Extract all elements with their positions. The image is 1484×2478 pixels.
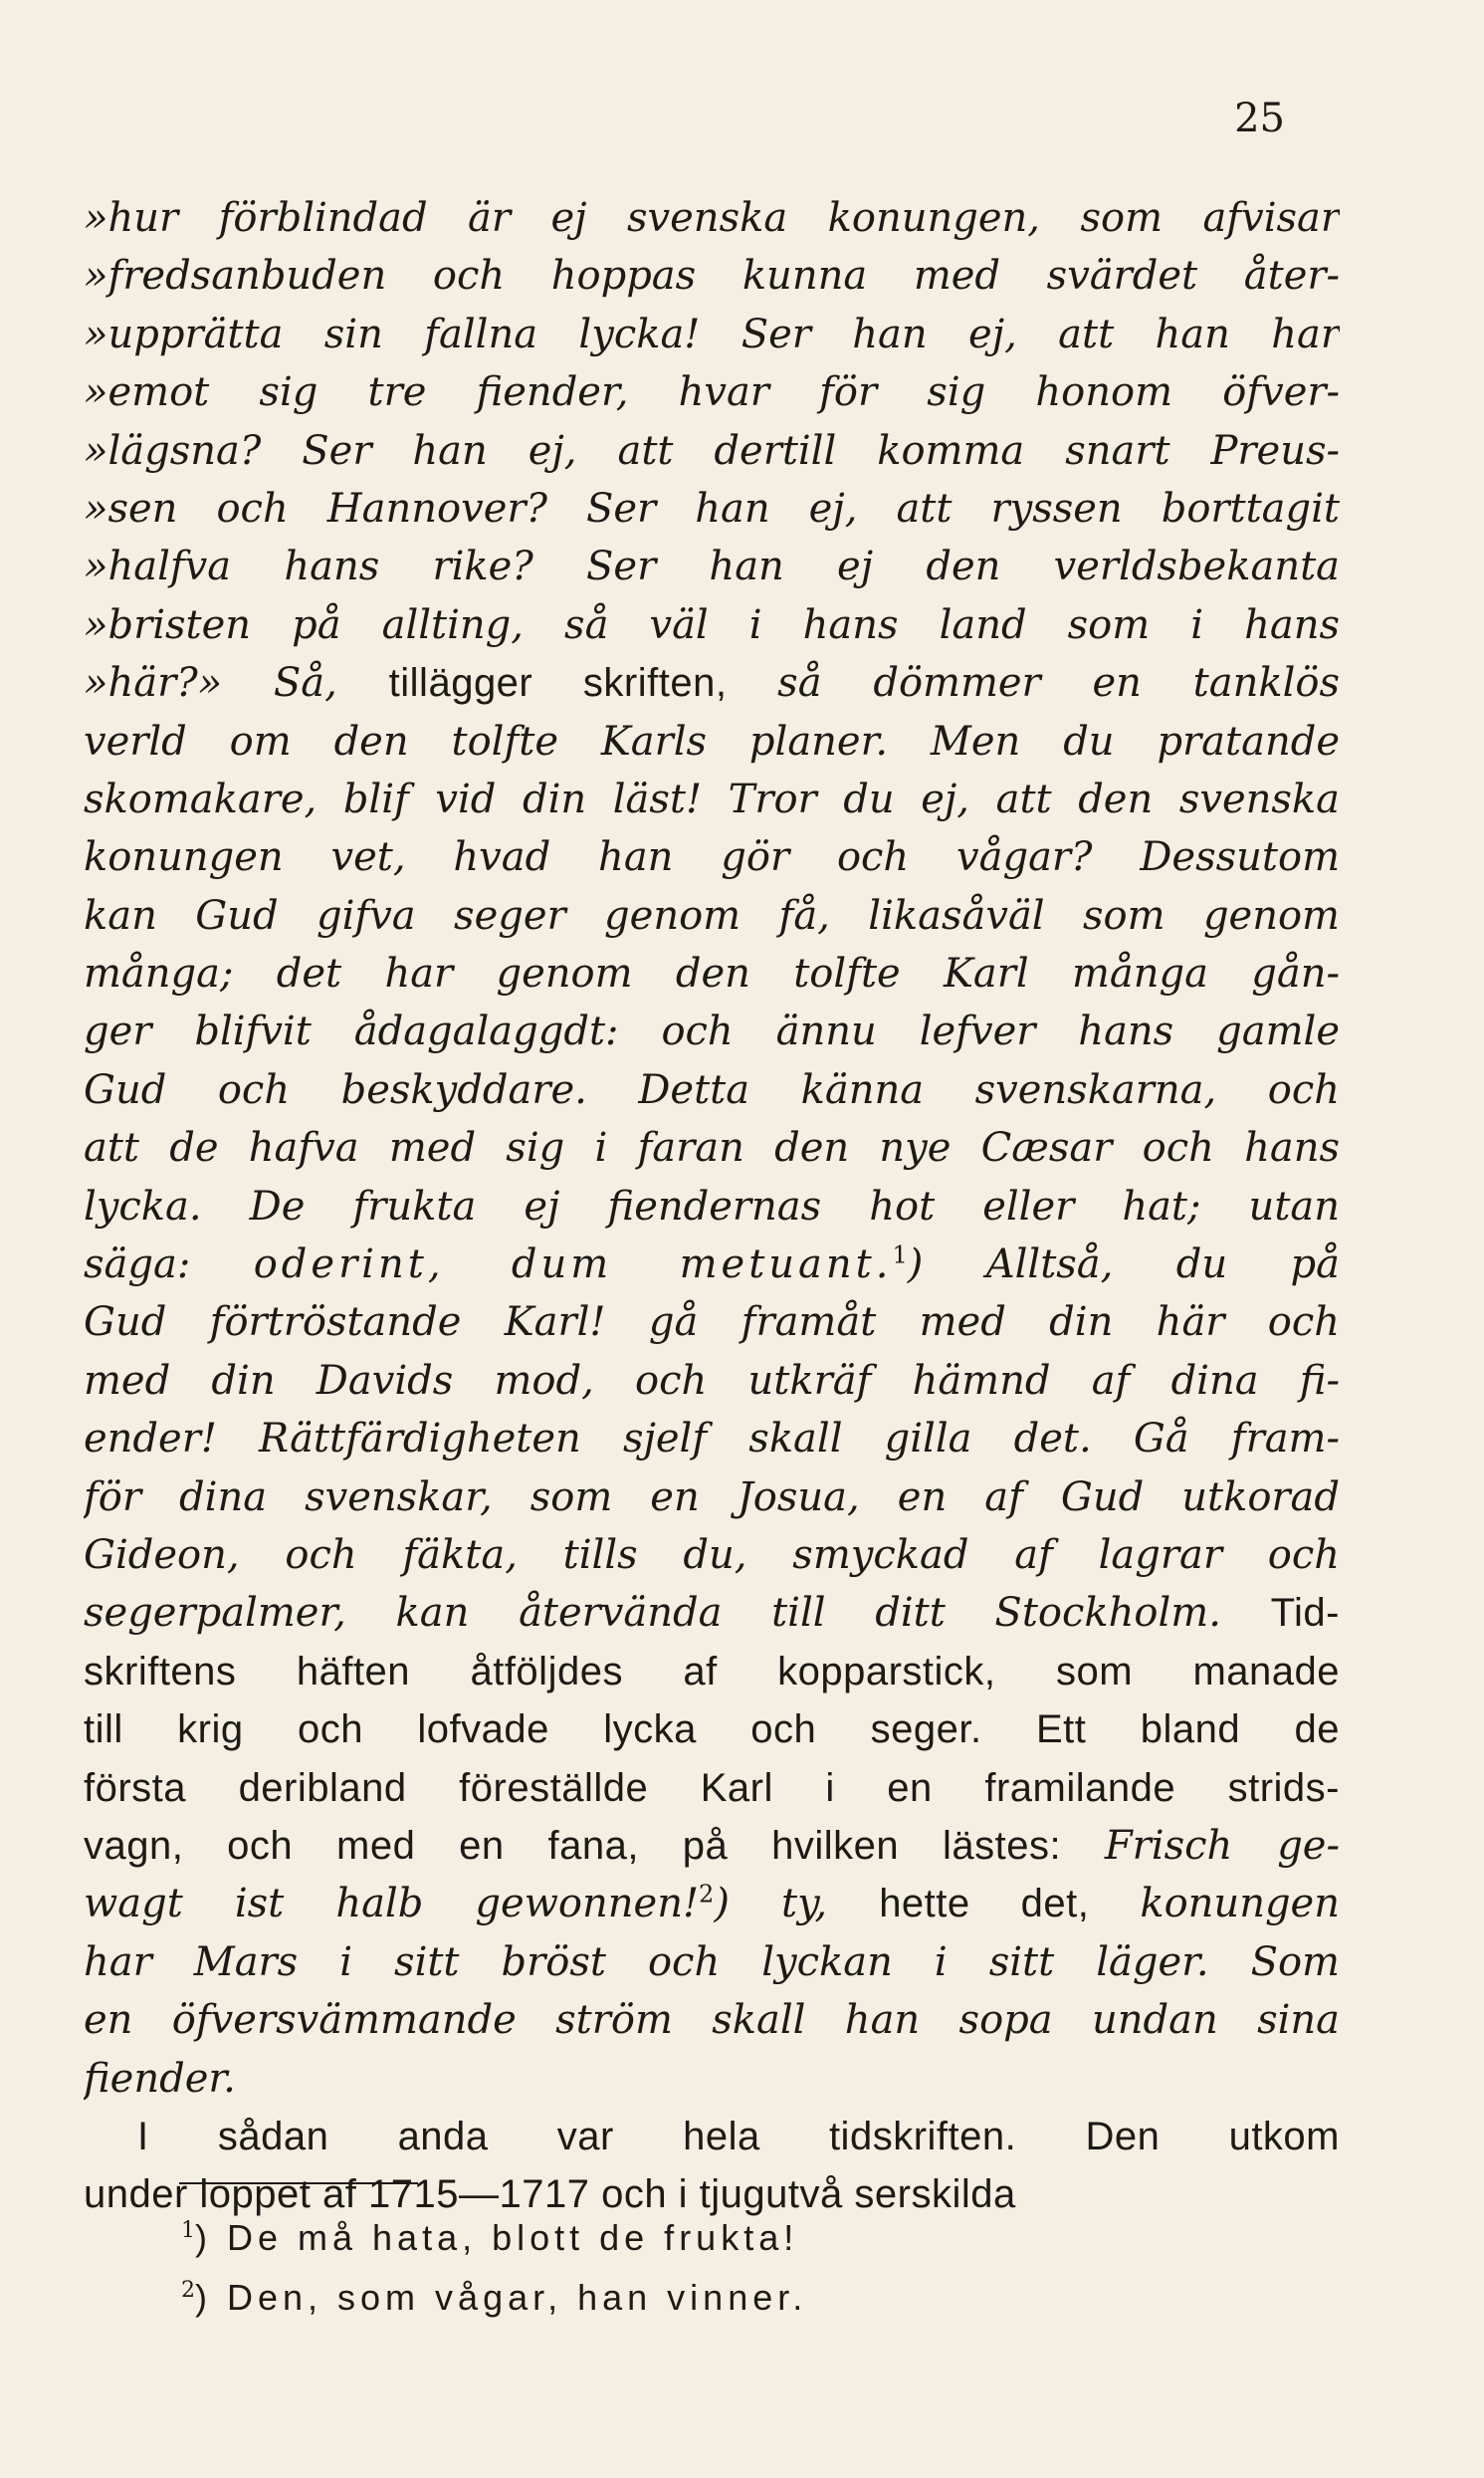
footnote-mark: 1 bbox=[181, 2218, 195, 2243]
text-line bbox=[84, 247, 1340, 305]
text-segment: hette det, bbox=[879, 1882, 1141, 1926]
text-line bbox=[84, 945, 1340, 1003]
text-segment: under loppet af 1715—1717 och i tjugutvå serskilda bbox=[84, 2172, 1016, 2217]
footnotes bbox=[181, 2208, 1176, 2328]
text-segment: »bristen på allting, så väl i hans land som i hans bbox=[84, 601, 1340, 648]
text-segment: ) ty, bbox=[714, 1881, 880, 1927]
text-line bbox=[84, 306, 1340, 363]
text-line bbox=[84, 1584, 1340, 1642]
text-line bbox=[84, 596, 1340, 654]
text-segment: med din Davids mod, och utkräf hämnd af dina fi- bbox=[84, 1357, 1340, 1404]
text-segment: lycka. De frukta ej fiendernas hot eller hat; utan bbox=[84, 1183, 1340, 1230]
text-line bbox=[84, 189, 1340, 247]
text-line bbox=[84, 1410, 1340, 1467]
footnote-divider bbox=[179, 2182, 418, 2184]
page-number: 25 bbox=[1234, 96, 1285, 141]
text-segment: »emot sig tre fiender, hvar för sig honom öfver- bbox=[84, 369, 1340, 416]
text-segment: så dömmer en tanklös bbox=[777, 660, 1340, 707]
text-line bbox=[84, 887, 1340, 945]
text-segment: fiender. bbox=[84, 2055, 236, 2102]
text-segment: »här?» Så, bbox=[84, 660, 389, 707]
text-segment: första deribland föreställde Karl i en framilande strids- bbox=[84, 1765, 1340, 1810]
text-line bbox=[84, 480, 1340, 538]
text-segment: verld om den tolfte Karls planer. Men du pratande bbox=[84, 718, 1340, 765]
text-segment: ) Alltså, du på bbox=[907, 1241, 1340, 1288]
text-segment: Tid- bbox=[1270, 1591, 1340, 1636]
text-line bbox=[84, 1933, 1340, 1991]
text-line bbox=[84, 654, 1340, 712]
text-segment: Gud förtröstande Karl! gå framåt med din här och bbox=[84, 1299, 1340, 1346]
text-segment: tillägger skriften, bbox=[388, 661, 778, 706]
text-line bbox=[84, 1293, 1340, 1351]
text-line bbox=[84, 363, 1340, 421]
text-segment: många; det har genom den tolfte Karl många gån- bbox=[84, 951, 1340, 998]
text-segment: skriftens häften åtföljdes af kopparstick, som manade bbox=[84, 1649, 1340, 1693]
text-line bbox=[84, 2050, 1340, 2108]
text-line bbox=[84, 1643, 1340, 1700]
text-segment: »sen och Hannover? Ser han ej, att ryssen borttagit bbox=[84, 485, 1340, 532]
text-segment: Gideon, och fäkta, tills du, smyckad af lagrar och bbox=[84, 1531, 1340, 1578]
text-line bbox=[84, 538, 1340, 595]
text-segment: till krig och lofvade lycka och seger. Ett bland de bbox=[84, 1707, 1340, 1752]
text-segment: vagn, och med en fana, på hvilken lästes: bbox=[84, 1823, 1105, 1868]
text-segment: skomakare, blif vid din läst! Tror du ej, att den svenska bbox=[84, 776, 1340, 822]
text-segment: en öfversvämmande ström skall han sopa undan sina bbox=[84, 1997, 1340, 2044]
text-line bbox=[84, 771, 1340, 828]
text-segment: segerpalmer, kan återvända till ditt Stockholm. bbox=[84, 1590, 1271, 1637]
footnote-mark: 2 bbox=[181, 2278, 195, 2303]
text-segment: ender! Rättfärdigheten sjelf skall gilla det. Gå fram- bbox=[84, 1416, 1340, 1463]
text-line bbox=[84, 1875, 1340, 1932]
footnote-ref: 1 bbox=[892, 1240, 908, 1269]
text-line bbox=[84, 1759, 1340, 1817]
footnote-text: ) De må hata, blott de frukta! bbox=[195, 2217, 799, 2258]
text-line bbox=[84, 1468, 1340, 1526]
footnote bbox=[181, 2268, 1176, 2328]
text-segment: ger blifvit ådagalaggdt: och ännu lefver hans gamle bbox=[84, 1009, 1340, 1055]
text-line bbox=[84, 1236, 1340, 1293]
text-segment: säga: bbox=[84, 1241, 254, 1288]
text-line bbox=[84, 1700, 1340, 1758]
text-segment: »halfva hans rike? Ser han ej den verldsbekanta bbox=[84, 544, 1340, 590]
text-line bbox=[84, 422, 1340, 480]
body-text bbox=[84, 189, 1340, 2224]
text-segment: wagt ist halb gewonnen! bbox=[84, 1881, 700, 1927]
text-line bbox=[84, 713, 1340, 771]
text-line bbox=[84, 1061, 1340, 1119]
text-segment: »lägsna? Ser han ej, att dertill komma snart Preus- bbox=[84, 427, 1340, 474]
text-segment: »fredsanbuden och hoppas kunna med svärdet åter- bbox=[84, 253, 1340, 300]
text-line bbox=[84, 1003, 1340, 1060]
footnote-ref: 2 bbox=[699, 1881, 715, 1909]
text-line bbox=[84, 1178, 1340, 1236]
footnote-text: ) Den, som vågar, han vinner. bbox=[195, 2277, 808, 2318]
text-line bbox=[84, 1526, 1340, 1584]
text-line bbox=[84, 1817, 1340, 1875]
text-line bbox=[84, 2108, 1340, 2165]
footnote bbox=[181, 2208, 1176, 2268]
text-segment: konungen vet, hvad han gör och vågar? Dessutom bbox=[84, 834, 1340, 881]
text-segment: har Mars i sitt bröst och lyckan i sitt läger. Som bbox=[84, 1938, 1340, 1985]
text-segment: oderint, dum metuant. bbox=[253, 1241, 893, 1288]
text-segment: konungen bbox=[1140, 1881, 1340, 1927]
text-segment: Frisch ge- bbox=[1104, 1822, 1340, 1869]
text-segment: att de hafva med sig i faran den nye Cæsar och hans bbox=[84, 1125, 1340, 1172]
text-line bbox=[84, 1352, 1340, 1410]
text-segment: »upprätta sin fallna lycka! Ser han ej, att han har bbox=[84, 311, 1340, 357]
text-line bbox=[84, 828, 1340, 886]
text-segment: för dina svenskar, som en Josua, en af Gud utkorad bbox=[84, 1473, 1340, 1520]
text-segment: kan Gud gifva seger genom få, likasåväl som genom bbox=[84, 892, 1340, 939]
text-segment: »hur förblindad är ej svenska konungen, som afvisar bbox=[84, 195, 1340, 241]
text-segment: Gud och beskyddare. Detta känna svenskarna, och bbox=[84, 1066, 1340, 1113]
text-line bbox=[84, 1119, 1340, 1177]
text-line bbox=[84, 1991, 1340, 2049]
text-segment: I sådan anda var hela tidskriften. Den utkom bbox=[137, 2114, 1340, 2158]
